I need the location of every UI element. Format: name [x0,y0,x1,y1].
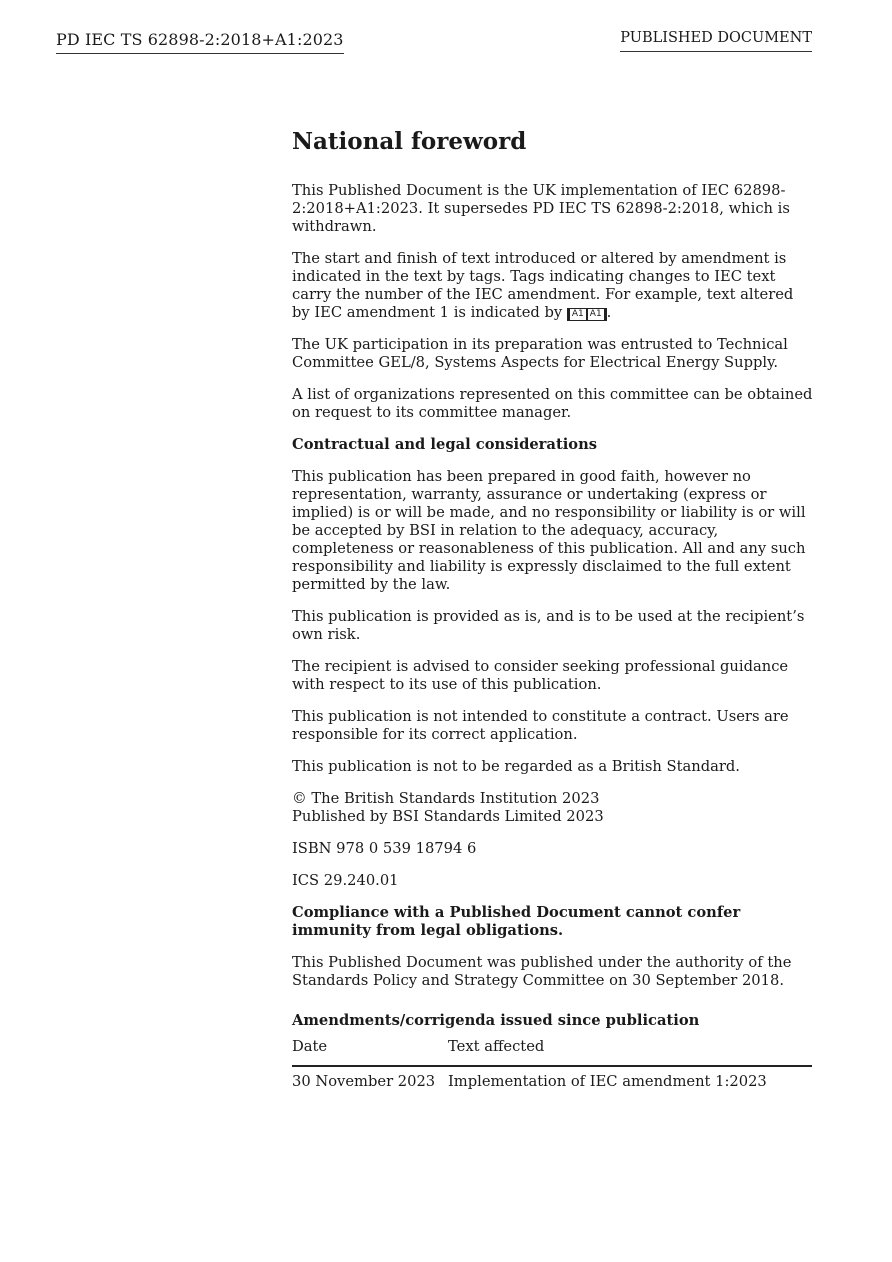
column-header-text-affected: Text affected [448,1035,812,1066]
legal-paragraph-guidance: The recipient is advised to consider seeking professional guidance with respect to its use of this publication. [292,658,789,693]
isbn: ISBN 978 0 539 18794 6 [292,840,477,857]
column-header-date: Date [292,1035,448,1066]
ics: ICS 29.240.01 [292,872,399,889]
page-title: National foreword [292,128,527,155]
amendment-end-tag-icon: A1 [587,308,607,321]
document-type: PUBLISHED DOCUMENT [620,30,812,52]
paragraph-organizations: A list of organizations represented on this committee can be obtained on request to its committee manager. [292,386,813,421]
paragraph-implementation: This Published Document is the UK implementation of IEC 62898-2:2018+A1:2023. It supersedes PD IEC TS 62898-2:2018, which is withdrawn. [292,182,790,235]
main-content [292,128,814,1090]
legal-paragraph-good-faith: This publication has been prepared in good faith, however no representation, warranty, assurance or undertaking (express or implied) is or will be made, and no responsibility or liability is or will be accepted by BSI in relation to the adequacy, accuracy, completeness or reasonableness of this publication. All and any such responsibility and liability is expressly disclaimed to the full extent permitted by the law. [292,468,806,593]
paragraph-amendment-tags [292,250,814,322]
amendment-tags-period: . [606,304,612,321]
legal-paragraph-as-is: This publication is provided as is, and is to be used at the recipient’s own risk. [292,608,805,643]
table-cell-date: 30 November 2023 [292,1073,436,1090]
legal-paragraph-not-standard: This publication is not to be regarded as a British Standard. [292,758,740,775]
amendments-title: Amendments/corrigenda issued since publication [292,1012,700,1029]
table-cell-text-affected: Implementation of IEC amendment 1:2023 [448,1073,767,1090]
compliance-notice: Compliance with a Published Document cannot confer immunity from legal obligations. [292,904,741,939]
amendments-table [292,1035,812,1090]
document-id: PD IEC TS 62898-2:2018+A1:2023 [56,30,344,54]
copyright-block [292,790,814,826]
table-header-row [292,1035,812,1066]
legal-heading: Contractual and legal considerations [292,436,598,453]
copyright-line: © The British Standards Institution 2023 [292,790,600,807]
paragraph-committee: The UK participation in its preparation was entrusted to Technical Committee GEL/8, Systems Aspects for Electrical Energy Supply. [292,336,788,371]
amendment-start-tag-icon: A1 [567,308,587,321]
legal-paragraph-contract: This publication is not intended to constitute a contract. Users are responsible for its correct application. [292,708,789,743]
table-row [292,1066,812,1090]
amendment-tags-text: The start and finish of text introduced or altered by amendment is indicated in the text by tags. Tags indicating changes to IEC text carry the number of the IEC amendment. For example, text altered by IEC amendment 1 is indicated by [292,250,794,321]
publisher-line: Published by BSI Standards Limited 2023 [292,808,604,825]
paragraph-authority: This Published Document was published under the authority of the Standards Policy and Strategy Committee on 30 September 2018. [292,954,792,989]
